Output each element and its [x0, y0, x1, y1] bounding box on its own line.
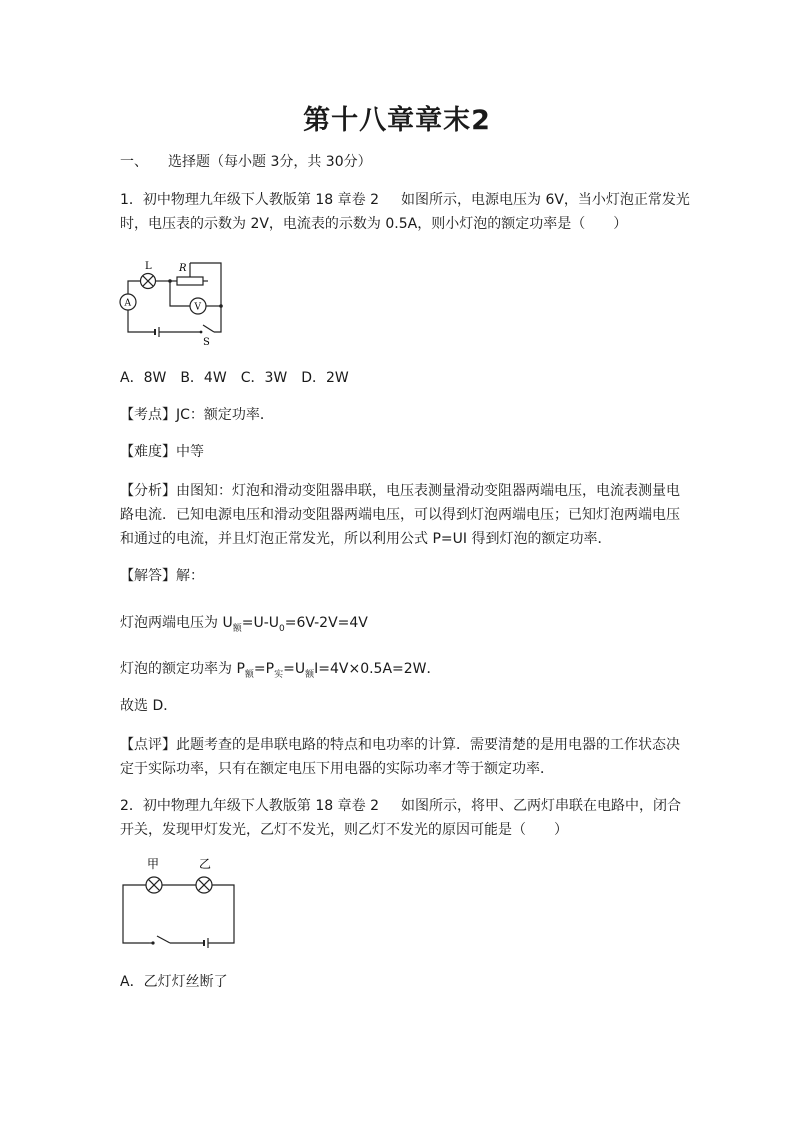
- step1-subscript-0: 0: [279, 624, 285, 634]
- lamp1-label: 甲: [147, 857, 160, 871]
- ammeter-label: A: [124, 298, 131, 309]
- dianping-tag: 【点评】: [120, 737, 176, 753]
- resistor-label: R: [179, 263, 187, 274]
- section-label: 选择题（每小题 3分，共 30分）: [168, 154, 372, 170]
- lamp-label: L: [145, 261, 152, 272]
- step2-text-b: =P: [253, 661, 275, 677]
- jieda-text: 解：: [176, 568, 204, 584]
- section-number: 一、: [120, 154, 148, 170]
- q1-fenxi-line1: [120, 479, 680, 504]
- q1-circuit-diagram: [115, 256, 235, 348]
- switch-label: S: [203, 337, 210, 348]
- q1-dianping-line1: [120, 733, 680, 758]
- section-heading: [120, 150, 680, 175]
- dianping-text1: 此题考查的是串联电路的特点和电功率的计算．需要清楚的是用电器的工作状态决: [176, 737, 680, 753]
- step1-text-a: 灯泡两端电压为 U: [120, 615, 233, 631]
- q1-stem-text1: 如图所示，电源电压为 6V，当小灯泡正常发光: [401, 192, 690, 208]
- q1-option-a: A．8W: [120, 370, 167, 386]
- q1-number: 1．: [120, 192, 143, 208]
- q1-nandu: [120, 440, 680, 465]
- q1-answer: 故选 D．: [120, 698, 178, 714]
- q2-stem-line2: 开关，发现甲灯发光，乙灯不发光，则乙灯不发光的原因可能是（ ）: [120, 822, 568, 838]
- q1-option-b: B．4W: [180, 370, 227, 386]
- step1-subscript: 额: [232, 624, 242, 634]
- step1-text-c: =6V-2V=4V: [284, 615, 368, 631]
- step1-text-b: =U-U: [241, 615, 279, 631]
- q1-solution-step1: [120, 611, 680, 638]
- lamp2-label: 乙: [199, 857, 212, 871]
- q1-option-d: D．2W: [301, 370, 349, 386]
- fenxi-tag: 【分析】: [120, 483, 176, 499]
- q2-source: 初中物理九年级下人教版第 18 章卷 2: [142, 798, 379, 814]
- q1-stem-line2: 时，电压表的示数为 2V，电流表的示数为 0.5A，则小灯泡的额定功率是（ ）: [120, 216, 628, 232]
- q1-fenxi-line2: 路电流．已知电源电压和滑动变阻器两端电压，可以得到灯泡两端电压；已知灯泡两端电压: [120, 507, 680, 523]
- q1-fenxi-line3: 和通过的电流，并且灯泡正常发光，所以利用公式 P=UI 得到灯泡的额定功率．: [120, 531, 612, 547]
- q1-options: [120, 366, 680, 391]
- q2-number: 2．: [120, 798, 143, 814]
- step2-text-a: 灯泡的额定功率为 P: [120, 661, 245, 677]
- step2-text-d: I=4V×0.5A=2W．: [314, 661, 441, 677]
- step2-subscript-1: 额: [244, 670, 254, 680]
- q2-stem-text1: 如图所示，将甲、乙两灯串联在电路中，闭合: [401, 798, 681, 814]
- jieda-tag: 【解答】: [120, 568, 176, 584]
- q2-circuit-diagram: [115, 853, 240, 951]
- q1-dianping-line2: 定于实际功率，只有在额定电压下用电器的实际功率才等于额定功率．: [120, 761, 554, 777]
- q1-option-c: C．3W: [240, 370, 288, 386]
- step2-subscript-2: 实: [274, 670, 284, 680]
- kaodian-tag: 【考点】: [120, 407, 176, 423]
- q1-solution-step2: [120, 657, 680, 684]
- step2-subscript-3: 额: [305, 670, 315, 680]
- voltmeter-label: V: [194, 302, 201, 313]
- q1-jieda: [120, 564, 680, 589]
- q2-option-a: A．乙灯灯丝断了: [120, 974, 228, 990]
- q1-stem-line1: [120, 188, 690, 213]
- q2-stem-line1: [120, 794, 680, 819]
- nandu-text: 中等: [176, 444, 204, 460]
- step2-text-c: =U: [283, 661, 306, 677]
- page-title: 第十八章章末2: [303, 105, 491, 136]
- kaodian-text: JC：额定功率．: [176, 407, 274, 423]
- q1-source: 初中物理九年级下人教版第 18 章卷 2: [142, 192, 379, 208]
- fenxi-text1: 由图知：灯泡和滑动变阻器串联，电压表测量滑动变阻器两端电压，电流表测量电: [176, 483, 680, 499]
- q1-kaodian: [120, 403, 680, 428]
- nandu-tag: 【难度】: [120, 444, 176, 460]
